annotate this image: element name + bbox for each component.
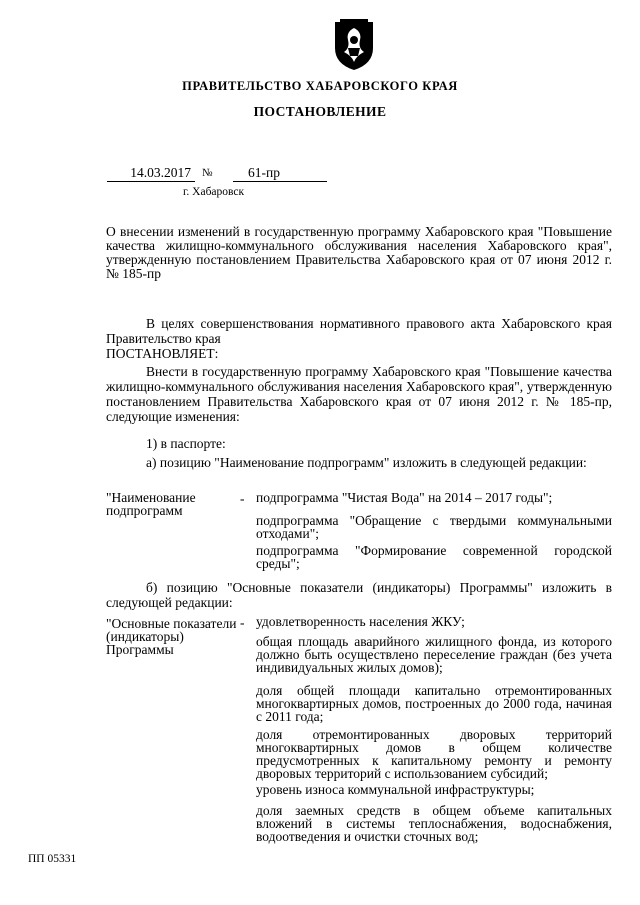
coat-of-arms-icon — [332, 18, 376, 72]
document-city: г. Хабаровск — [183, 186, 245, 198]
subitem-1: 1) в паспорте: — [146, 436, 226, 451]
table-a-label: "Наименование подпрограмм — [106, 490, 196, 518]
intro-paragraph: В целях совершенствования нормативного правового акта Хабаровского края Правительство края — [106, 316, 612, 346]
organization-header: ПРАВИТЕЛЬСТВО ХАБАРОВСКОГО КРАЯ — [182, 79, 458, 93]
table-a-item: подпрограмма "Обращение с твердыми коммунальными отходами"; — [256, 513, 612, 541]
table-b-item: доля заемных средств в общем объеме капитальных вложений в системы теплоснабжения, водоснабжения, водоотведения и очистки сточных вод; — [256, 803, 612, 844]
subitem-a: а) позицию "Наименование подпрограмм" изложить в следующей редакции: — [146, 455, 587, 470]
document-title: О внесении изменений в государственную программу Хабаровского края "Повышение качества жилищно-коммунального обслуживания населения Хабаровского края", утвержденную постановлением Правительства Хабаровского края от 07 июня 2012 г. № 185-пр — [106, 224, 612, 281]
item-1-paragraph: Внести в государственную программу Хабаровского края "Повышение качества жилищно-коммунального обслуживания населения Хабаровского края", утвержденную постановлением Правительства Хабаровского края от 07 июня 2012 г. № 185-пр, следующие изменения: — [106, 364, 612, 424]
table-a-item: подпрограмма "Чистая Вода" на 2014 – 2017 годы"; — [256, 490, 553, 505]
table-a-dash: - — [240, 491, 245, 506]
number-sign: № — [202, 167, 213, 179]
resolves-heading: ПОСТАНОВЛЯЕТ: — [106, 346, 219, 361]
document-type: ПОСТАНОВЛЕНИЕ — [253, 104, 387, 119]
table-b-item: уровень износа коммунальной инфраструктуры; — [256, 782, 535, 797]
table-b-item: доля общей площади капитально отремонтированных многоквартирных домов, построенных до 2000 года, начиная с 2011 года; — [256, 683, 612, 724]
document-date: 14.03.2017 — [107, 165, 195, 182]
table-b-item: общая площадь аварийного жилищного фонда, из которого должно быть осуществлено переселение граждан (без учета индивидуальных жилых домов); — [256, 634, 612, 675]
footer-code: ПП 05331 — [28, 853, 77, 865]
table-b-label: "Основные показатели (индикаторы) Программы — [106, 616, 237, 657]
table-a-item: подпрограмма "Формирование современной городской среды"; — [256, 543, 612, 571]
table-b-dash: - — [240, 615, 245, 630]
document-number: 61-пр — [233, 165, 327, 182]
subitem-b: б) позицию "Основные показатели (индикаторы) Программы" изложить в следующей редакции: — [106, 580, 612, 610]
table-b-item: удовлетворенность населения ЖКУ; — [256, 614, 465, 629]
table-b-item: доля отремонтированных дворовых территорий многоквартирных домов в общем количестве предусмотренных к капитальному ремонту и ремонту дворовых территорий с использованием субсидий; — [256, 727, 612, 781]
